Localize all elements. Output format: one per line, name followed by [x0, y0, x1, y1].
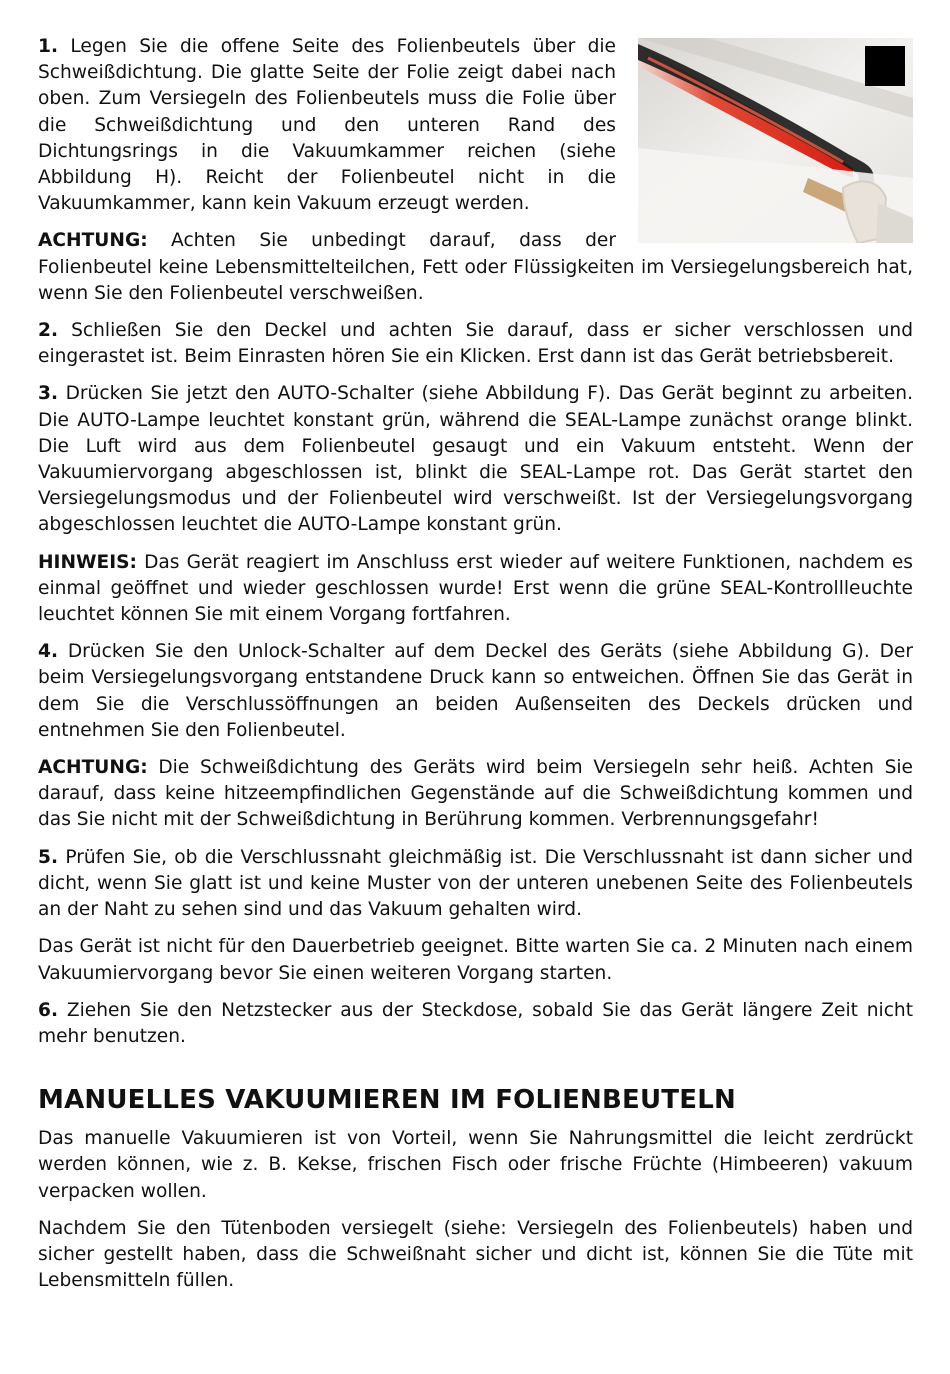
step-number: 5.	[38, 846, 59, 868]
step-number: 2.	[38, 320, 59, 342]
step-6-paragraph	[38, 998, 913, 1050]
section-heading: MANUELLES VAKUUMIEREN IM FOLIENBEUTELN	[38, 1085, 736, 1116]
step-3-paragraph	[38, 381, 913, 538]
warning-label: ACHTUNG:	[38, 230, 148, 252]
warning-2-paragraph	[38, 755, 913, 834]
step-2-text: Schließen Sie den Deckel und achten Sie darauf, dass er sicher verschlossen und eingerastet ist. Beim Einrasten hören Sie ein Klicken. Erst dann ist das Gerät betriebsbereit.	[38, 320, 913, 368]
section-paragraph-2: Nachdem Sie den Tütenboden versiegelt (siehe: Versiegeln des Folienbeutels) haben und sicher gestellt haben, dass die Schweißnaht sicher und dicht ist, können Sie die Tüte mit Lebensmitteln füllen.	[38, 1217, 913, 1292]
sealing-strip-photo	[638, 38, 913, 243]
step-4-paragraph	[38, 639, 913, 744]
note-label: HINWEIS:	[38, 551, 137, 573]
step-number: 6.	[38, 999, 59, 1021]
step-3-text: Drücken Sie jetzt den AUTO-Schalter (siehe Abbildung F). Das Gerät beginnt zu arbeiten. Die AUTO-Lampe leuchtet konstant grün, während die SEAL-Lampe zunächst orange blinkt. Die Luft wird aus dem Folienbeutel gesaugt und ein Vakuum entsteht. Wenn der Vakuumiervorgang abgeschlossen ist, blinkt die SEAL-Lampe rot. Das Gerät startet den Versiegelungsmodus und der Folienbeutel wird verschweißt. Ist der Versiegelungsvorgang abgeschlossen leuchtet die AUTO-Lampe konstant grün.	[38, 383, 913, 536]
step-1-block	[38, 34, 913, 307]
warning-label: ACHTUNG:	[38, 757, 148, 779]
step-4-text: Drücken Sie den Unlock-Schalter auf dem Deckel des Geräts (siehe Abbildung G). Der beim Versiegelungsvorgang entstandene Druck kann so entweichen. Öffnen Sie das Gerät in dem Sie die Verschlussöffnungen an beiden Außenseiten des Deckels drücken und entnehmen Sie den Folienbeutel.	[38, 641, 913, 741]
step-5-text: Prüfen Sie, ob die Verschlussnaht gleichmäßig ist. Die Verschlussnaht ist dann sicher und dicht, wenn Sie glatt ist und keine Muster von der unteren unebenen Seite des Folienbeutels an der Naht zu sehen sind und das Vakuum gehalten wird.	[38, 846, 913, 921]
step-5-paragraph	[38, 845, 913, 924]
step-6-text: Ziehen Sie den Netzstecker aus der Steckdose, sobald Sie das Gerät längere Zeit nicht mehr benutzen.	[38, 999, 913, 1047]
warning-1-text: Achten Sie unbedingt darauf, dass der Folienbeutel keine Lebensmittelteilchen, Fett oder Flüssigkeiten im Versiegelungsbereich hat, wenn Sie den Folienbeutel verschweißen.	[38, 230, 913, 304]
step-number: 1.	[38, 36, 59, 57]
manual-page	[38, 34, 913, 1294]
step-number: 4.	[38, 641, 59, 663]
continuous-operation-paragraph: Das Gerät ist nicht für den Dauerbetrieb geeignet. Bitte warten Sie ca. 2 Minuten nach einem Vakuumiervorgang bevor Sie einen weiteren Vorgang starten.	[38, 936, 913, 984]
note-paragraph	[38, 550, 913, 629]
section-paragraph-1: Das manuelle Vakuumieren ist von Vorteil, wenn Sie Nahrungsmittel die leicht zerdrückt werden können, wie z. B. Kekse, frischen Fisch oder frische Früchte (Himbeeren) vakuum verpacken wollen.	[38, 1128, 913, 1202]
step-number: 3.	[38, 383, 59, 405]
note-text: Das Gerät reagiert im Anschluss erst wieder auf weitere Funktionen, nachdem es einmal geöffnet und wieder geschlossen wurde! Erst wenn die grüne SEAL-Kontrollleuchte leuchtet können Sie mit einem Vorgang fortfahren.	[38, 551, 913, 626]
warning-2-text: Die Schweißdichtung des Geräts wird beim Versiegeln sehr heiß. Achten Sie darauf, dass keine hitzeempfindlichen Gegenstände auf die Schweißdichtung kommen und das Sie nicht mit der Schweißdichtung in Berührung kommen. Verbrennungsgefahr!	[38, 757, 913, 831]
step-2-paragraph	[38, 318, 913, 370]
figure-marker	[865, 46, 905, 86]
step-1-text: Legen Sie die offene Seite des Folienbeutels über die Schweißdichtung. Die glatte Seite der Folie zeigt dabei nach oben. Zum Versiegeln des Folienbeutels muss die Folie über die Schweißdichtung und den unteren Rand des Dichtungsrings in die Vakuumkammer reichen (siehe Abbildung H). Reicht der Folienbeutel nicht in die Vakuumkammer, kann kein Vakuum erzeugt werden.	[38, 36, 616, 215]
